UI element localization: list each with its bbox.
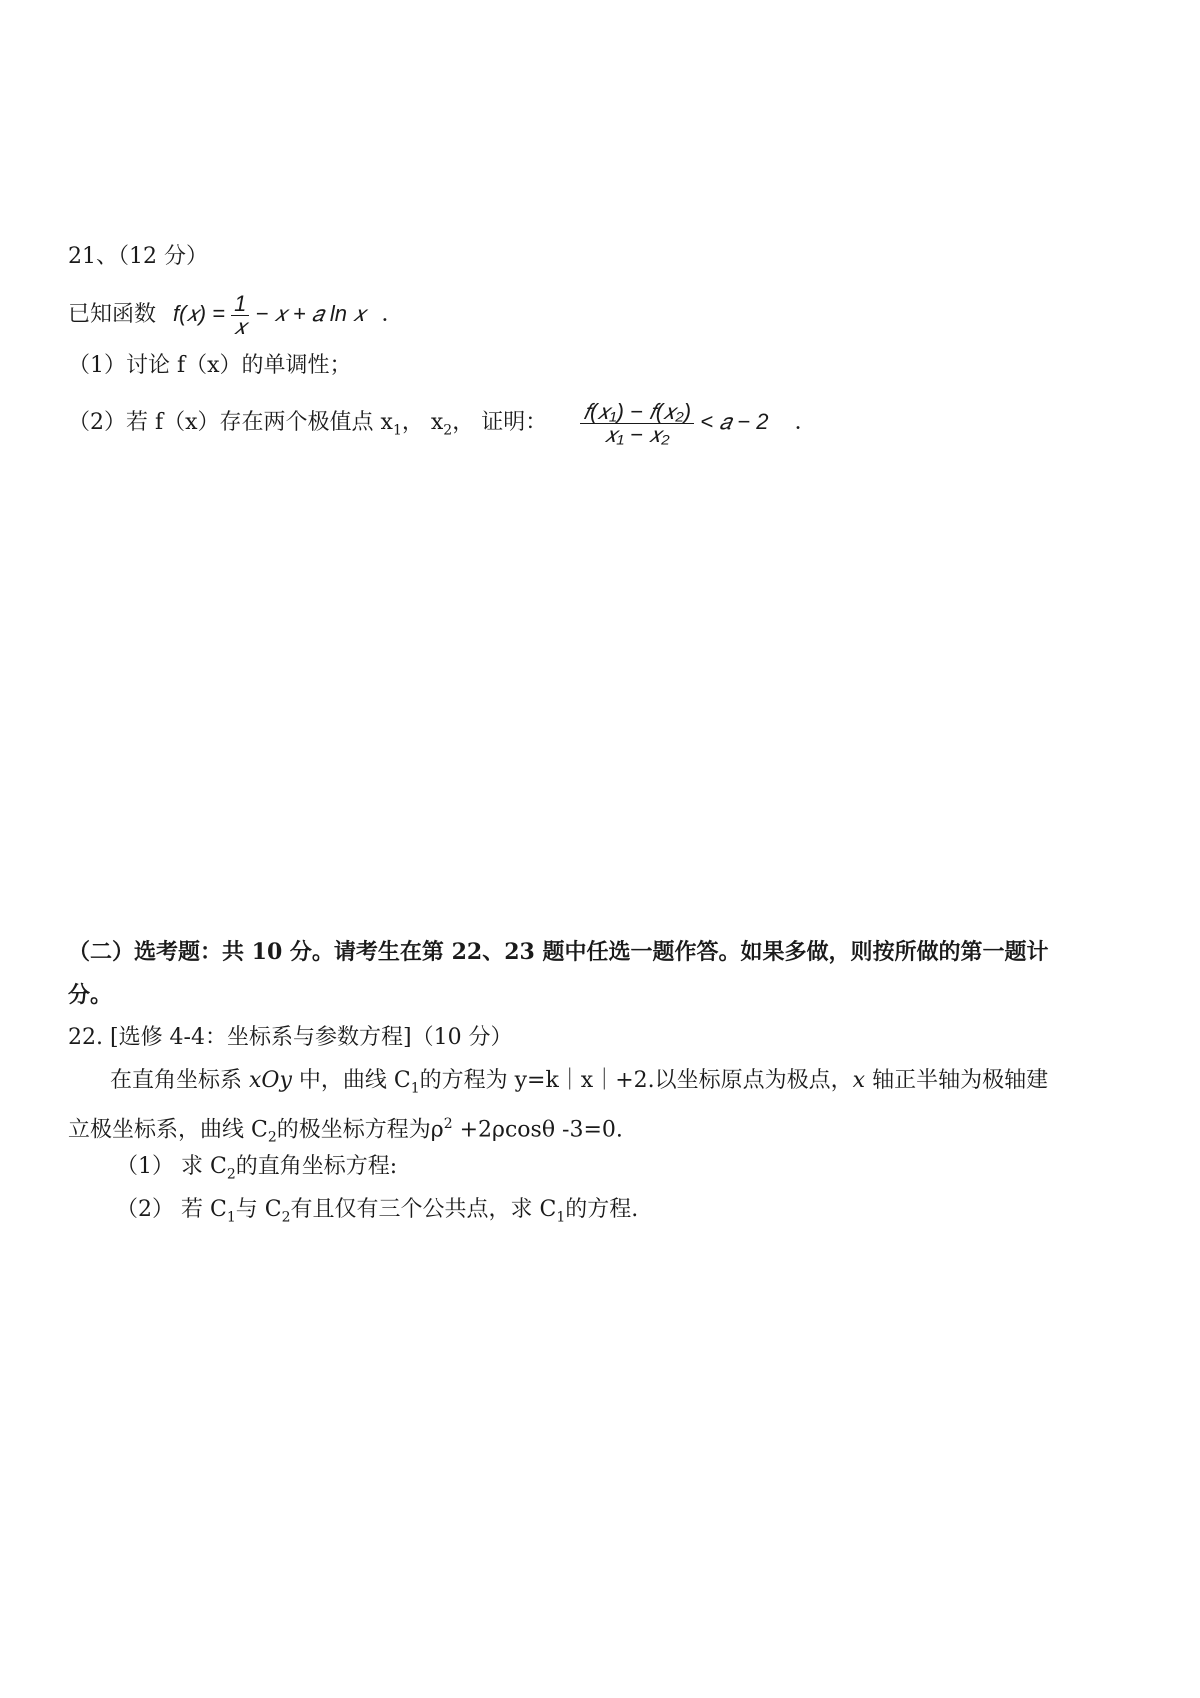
q22-part1b: 2: [226, 1166, 236, 1183]
q22-p2e: +2ρcosθ -3=0.: [452, 1117, 623, 1143]
q21-part2-text: （2）若 f（x）存在两个极值点 x: [68, 410, 393, 435]
q21-formula-fraction: [231, 290, 249, 339]
q22-part2d: 2: [281, 1209, 291, 1226]
q22-header: 22. [选修 4-4：坐标系与参数方程]（10 分）: [68, 1025, 513, 1050]
q21-part2-sub2: 2: [443, 422, 453, 439]
q22-part2f: 1: [556, 1209, 566, 1226]
q21-formula: [173, 290, 371, 339]
q21-part2-formula: [580, 398, 774, 447]
q21-part2: [68, 392, 817, 452]
q22-part2g: 的方程.: [565, 1197, 639, 1222]
q22-part2e: 有且仅有三个公共点，求 C: [290, 1197, 557, 1222]
q22-part2c: 与 C: [235, 1197, 282, 1222]
q21-header: 21、（12 分）: [68, 244, 208, 269]
section2-line1: （二）选考题：共 10 分。请考生在第 22、23 题中任选一题作答。如果多做，则按所做的第一题计: [68, 939, 1049, 965]
q21-part2-frac-den: 𝑥₁ − 𝑥₂: [604, 421, 670, 447]
q21-part2-end: ．: [794, 410, 817, 435]
q21-part2-frac-num: 𝑓(𝑥₁) − 𝑓(𝑥₂): [580, 401, 694, 424]
q22-para-line2: [68, 1109, 623, 1153]
q22-part2a: （2） 若 C: [116, 1197, 227, 1222]
q21-part2-rhs: < 𝑎 − 2: [700, 409, 769, 434]
q22-part2b: 1: [226, 1209, 236, 1226]
q21-intro: 已知函数: [68, 302, 157, 327]
q21-part2-fraction: [580, 398, 694, 447]
q22-p1c: 中，曲线 C: [291, 1068, 411, 1093]
q22-p1b: xOy: [249, 1068, 292, 1093]
q21-part2-sub1: 1: [392, 422, 402, 439]
q21-part2-after: ， 证明：: [452, 410, 548, 435]
q21-part1: （1）讨论 f（x）的单调性；: [68, 353, 352, 378]
q22-para-line1: [110, 1066, 1048, 1103]
q22-p1f: x: [852, 1068, 866, 1093]
q22-p1d: 1: [410, 1080, 420, 1097]
q21-formula-lhs: f(𝑥) =: [173, 301, 225, 326]
q22-part2: [116, 1195, 638, 1232]
q22-p2a: 立极坐标系，曲线 C: [68, 1117, 268, 1143]
q21-frac-den: 𝑥: [234, 313, 247, 339]
q22-p2c: 的极坐标方程为ρ: [276, 1117, 444, 1143]
q21-frac-num: 1: [231, 293, 249, 316]
q22-p2b: 2: [267, 1129, 277, 1146]
q21-part2-mid: ， x: [401, 410, 444, 435]
section2-line2: 分。: [68, 982, 113, 1008]
q22-part1a: （1） 求 C: [116, 1154, 227, 1179]
q22-p1g: 轴正半轴为极轴建: [865, 1068, 1049, 1093]
q22-p2d: 2: [443, 1116, 453, 1132]
q22-part1c: 的直角坐标方程:: [235, 1154, 398, 1179]
q21-intro-line: [68, 286, 404, 342]
q22-p1a: 在直角坐标系: [110, 1068, 249, 1093]
q21-formula-end: ．: [381, 302, 404, 327]
q22-part1: [116, 1152, 397, 1189]
q22-p1e: 的方程为 y=k｜x｜+2.以坐标原点为极点，: [419, 1068, 853, 1093]
q21-formula-rest: − 𝑥 + 𝑎 ln 𝑥: [255, 301, 366, 326]
